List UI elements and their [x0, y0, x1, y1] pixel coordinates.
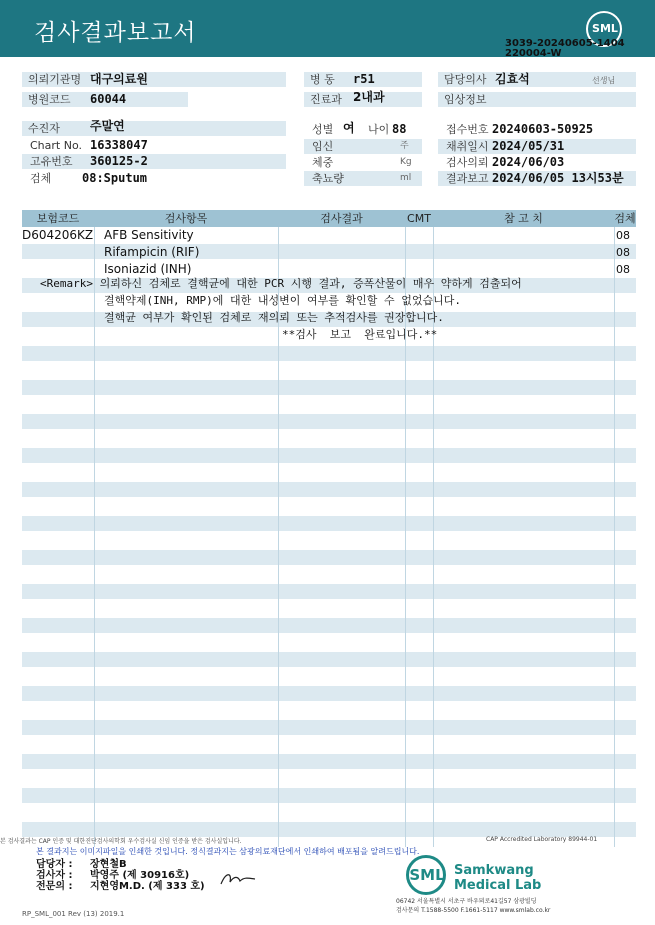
remark-line-3: 결핵균 여부가 확인된 검체로 재의뢰 또는 추적검사를 권장합니다. [104, 311, 444, 324]
unique-value: 360125-2 [90, 154, 148, 168]
chart-label: Chart No. [30, 139, 82, 152]
age-value: 88 [392, 122, 407, 136]
age-label: 나이 [368, 123, 390, 136]
row-specimen: 08 [616, 246, 630, 259]
table-row-band [22, 720, 636, 735]
clinical-label: 임상정보 [438, 92, 636, 107]
doctor-value: 김효석 [495, 72, 530, 86]
request-value: 2024/06/03 [492, 155, 565, 169]
signer-value: 장현철B [90, 859, 127, 870]
table-row-band [22, 414, 636, 429]
row-specimen: 08 [616, 229, 630, 242]
urine-unit: ml [400, 173, 412, 183]
report-title: 검사결과보고서 [34, 20, 197, 46]
table-row-band [22, 550, 636, 565]
table-row-band [22, 652, 636, 667]
col-header-result: 검사결과 [320, 212, 363, 225]
table-row-band [22, 584, 636, 599]
signer-value: 지현영M.D. (제 333 호) [90, 881, 205, 892]
institution-value: 대구의료원 [90, 72, 148, 86]
row-item: Isoniazid (INH) [104, 262, 192, 276]
specimen-label: 검체 [30, 172, 52, 185]
table-row-band [22, 448, 636, 463]
unique-label: 고유번호 [30, 155, 73, 168]
report-id-2: 220004-W [505, 48, 562, 59]
ward-label: 병 동 [304, 72, 422, 87]
col-header-cmt: CMT [407, 212, 431, 225]
department-value: 2내과 [353, 90, 385, 104]
lab-address: 06742 서울특별시 서초구 바우뫼로41길57 삼광빌딩 [396, 898, 537, 905]
print-notice: 본 결과지는 이미지파일을 인쇄한 것입니다. 정식결과지는 삼광의료재단에서 인쇄하여 배포됨을 알려드립니다. [36, 847, 420, 856]
lab-logo-text: SML [409, 866, 445, 884]
row-specimen: 08 [616, 263, 630, 276]
institution-label: 의뢰기관명 [22, 72, 286, 87]
table-row-band [22, 516, 636, 531]
col-header-specimen: 검체 [614, 212, 636, 225]
col-header-ref: 참 고 치 [504, 212, 543, 225]
remark-complete: **검사 보고 완료입니다.** [282, 328, 438, 341]
revision-code: RP_SML_001 Rev (13) 2019.1 [22, 910, 125, 918]
collect-value: 2024/05/31 [492, 139, 565, 153]
table-row-band [22, 788, 636, 803]
column-divider [614, 227, 615, 847]
lab-contact: 검사문의 T.1588-5500 F.1661-5117 www.smlab.co.kr [396, 907, 551, 914]
table-row-band [22, 380, 636, 395]
hospital-code-label: 병원코드 [22, 92, 188, 107]
sex-value: 여 [343, 121, 355, 135]
row-item: Rifampicin (RIF) [104, 245, 200, 259]
pregnancy-unit: 주 [400, 141, 409, 151]
signer-label: 검사자 : [36, 870, 73, 881]
chart-value: 16338047 [90, 138, 148, 152]
header-logo-text: SML [592, 22, 618, 35]
pregnancy-label: 임신 [312, 140, 334, 153]
doctor-suffix: 선생님 [592, 76, 616, 85]
lab-name-2: Medical Lab [454, 878, 542, 893]
weight-unit: Kg [400, 157, 412, 167]
table-row-band [22, 754, 636, 769]
table-row-band [22, 346, 636, 361]
signer-value: 박영주 (제 30916호) [90, 870, 190, 881]
hospital-code-value: 60044 [90, 92, 127, 106]
cap-note: CAP Accredited Laboratory 89944-01 [486, 836, 598, 843]
row-item: AFB Sensitivity [104, 228, 194, 242]
report-id-1: 3039-20240605-1404 [505, 38, 625, 49]
row-code: D604206KZ [22, 228, 94, 242]
weight-label: 체중 [312, 156, 334, 169]
lab-name-1: Samkwang [454, 863, 534, 878]
table-row-band [22, 822, 636, 837]
signer-label: 전문의 : [36, 881, 73, 892]
signature-icon [218, 868, 258, 888]
report-label: 결과보고 [446, 172, 489, 185]
remark-line-1: <Remark> 의뢰하신 검체로 결핵균에 대한 PCR 시행 결과, 증폭산물이 매우 약하게 검출되어 [40, 277, 522, 290]
patient-value: 주말연 [90, 119, 125, 133]
table-row-band [22, 686, 636, 701]
receipt-label: 접수번호 [446, 123, 489, 136]
report-value: 2024/06/05 13시53분 [492, 171, 624, 185]
urine-label: 축뇨량 [312, 172, 344, 185]
receipt-value: 20240603-50925 [492, 122, 594, 136]
table-row-band [22, 618, 636, 633]
column-divider [94, 227, 95, 847]
table-row-band [22, 482, 636, 497]
doctor-label: 담당의사 [438, 72, 636, 87]
accreditation-note: 본 검사결과는 CAP 인증 및 대한진단검사의학회 우수검사실 신임 인증을 받은 검사실입니다. [0, 838, 242, 845]
patient-label: 수진자 [22, 121, 286, 136]
specimen-value: 08:Sputum [82, 171, 148, 185]
signer-label: 담당자 : [36, 859, 73, 870]
remark-line-2: 결핵약제(INH, RMP)에 대한 내성변이 여부를 확인할 수 없었습니다. [104, 294, 461, 307]
request-label: 검사의뢰 [446, 156, 489, 169]
ward-value: r51 [353, 72, 375, 86]
sex-label: 성별 [312, 123, 334, 136]
department-label: 진료과 [304, 92, 422, 107]
collect-label: 채취일시 [446, 140, 489, 153]
col-header-item: 검사항목 [164, 212, 208, 225]
col-header-code: 보험코드 [36, 212, 80, 225]
